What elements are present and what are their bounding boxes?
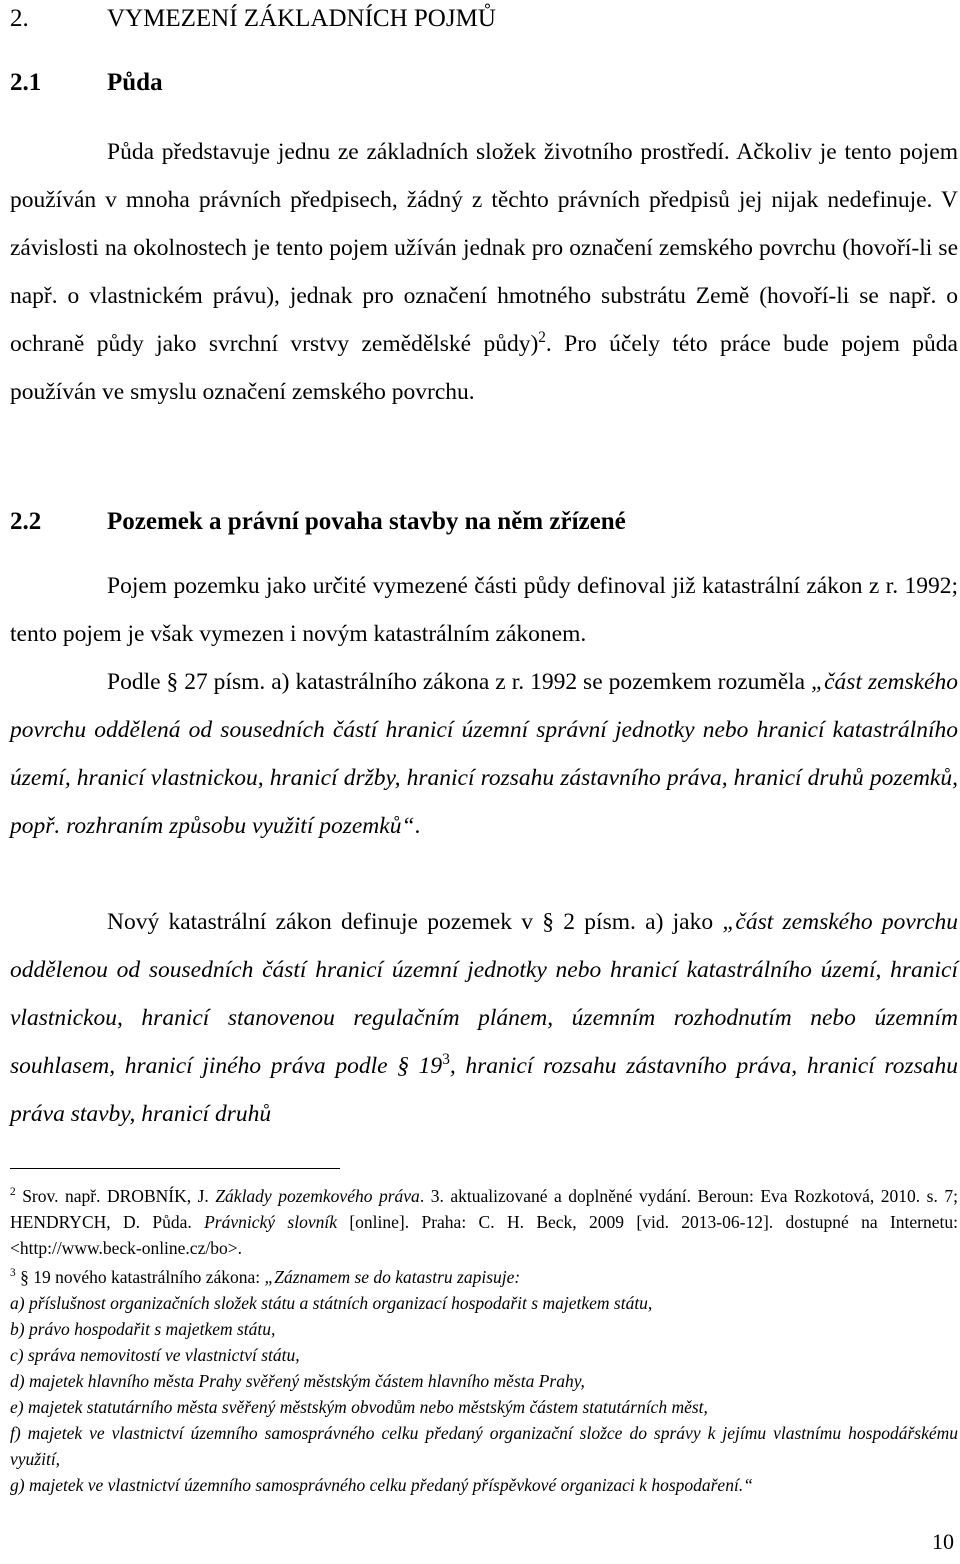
footnote-text: Srov. např. DROBNÍK, J. [15,1186,216,1206]
section-number: 2.1 [10,69,42,96]
footnote-3 [10,1264,958,1498]
footnote-2 [10,1183,958,1261]
section-heading-2-1 [10,68,163,98]
footnote-ref-2[interactable]: 2 [538,329,546,347]
footnote-list-item: d) majetek hlavního města Prahy svěřený městským částem hlavního města Prahy, [10,1371,585,1391]
section-heading-2-2 [10,507,626,537]
footnote-book-title: Základy pozemkového práva [215,1186,420,1206]
footnote-ref-3[interactable]: 3 [442,1051,450,1069]
chapter-heading [10,4,496,34]
footnote-list-item: a) příslušnost organizačních složek státu a státních organizací hospodařit s majetkem státu, [10,1293,653,1313]
paragraph-old-law [10,658,958,850]
footnote-separator [10,1168,340,1169]
footnote-list-item: g) majetek ve vlastnictví územního samosprávného celku předaný příspěvkové organizaci k hospodaření.“ [10,1475,753,1495]
paragraph-text: . Pro účely této práce bude pojem půda používán ve smyslu označení zemského povrchu. [10,331,958,405]
quoted-definition: „část zemského povrchu oddělená od sousedních částí hranicí územní správní jednotky nebo hranicí katastrálního území, hranicí vlastnickou, hranicí držby, hranicí rozsahu zástavního práva, hranicí druhů pozemků, popř. rozhraním způsobu využití pozemků“ [10,669,958,839]
quoted-definition-cont: , hranicí rozsahu zástavního práva, hranicí rozsahu práva stavby, hranicí druhů [10,1053,958,1127]
footnote-text: . 3. aktualizované a doplněné vydání. Beroun: Eva Rozkotová, 2010. s. 7; HENDRYCH, D. Půda. [10,1186,958,1232]
section-number: 2.2 [10,508,42,535]
footnote-list-item: c) správa nemovitostí ve vlastnictví státu, [10,1345,300,1365]
paragraph-land-definition [10,562,958,658]
paragraph-end: . [414,813,421,839]
paragraph-text: Pojem pozemku jako určité vymezené části půdy definoval již katastrální zákon z r. 1992; tento pojem je však vymezen i novým katastrálním zákonem. [10,573,958,647]
paragraph-text: Podle § 27 písm. a) katastrálního zákona z r. 1992 se pozemkem rozuměla [107,669,812,695]
section-title: Půda [107,69,163,96]
quoted-definition: „část zemského povrchu oddělenou od sousedních částí hranicí územní jednotky nebo hranicí katastrálního území, hranicí vlastnickou, hranicí stanovenou regulačním plánem, územním rozhodnutím nebo územním souhlasem, hranicí jiného práva podle § 19 [10,909,958,1079]
section-title: Pozemek a právní povaha stavby na něm zřízené [107,508,626,535]
footnote-text: [online]. Praha: C. H. Beck, 2009 [vid. 2013-06-12]. dostupné na Internetu: <http://www.beck-online.cz/bo>. [10,1212,958,1258]
footnote-quote: „Záznamem se do katastru zapisuje: [264,1267,521,1287]
footnote-number: 3 [10,1267,16,1280]
paragraph-soil [10,128,958,416]
page-number: 10 [932,1529,954,1554]
footnote-book-title: Právnický slovník [204,1212,337,1232]
chapter-title: VYMEZENÍ ZÁKLADNÍCH POJMŮ [107,5,496,32]
footnote-number: 2 [10,1186,16,1199]
footnote-list-item: e) majetek statutárního města svěřený městským obvodům nebo městským částem statutárních měst, [10,1397,708,1417]
chapter-number: 2. [10,5,29,32]
footnote-list-item: b) právo hospodařit s majetkem státu, [10,1319,276,1339]
footnote-list-item: f) majetek ve vlastnictví územního samosprávného celku předaný organizační složce do správy k jejímu vlastnímu hospodářskému využití, [10,1423,958,1469]
paragraph-new-law [10,898,958,1138]
footnote-text: § 19 nového katastrálního zákona: [15,1267,265,1287]
paragraph-text: Nový katastrální zákon definuje pozemek v § 2 písm. a) jako [107,909,723,935]
paragraph-text: Půda představuje jednu ze základních složek životního prostředí. Ačkoliv je tento pojem používán v mnoha právních předpisech, žádný z těchto právních předpisů jej nijak nedefinuje. V závislosti na okolnostech je tento pojem užíván jednak pro označení zemského povrchu (hovoří-li se např. o vlastnickém právu), jednak pro označení hmotného substrátu Země (hovoří-li se např. o ochraně půdy jako svrchní vrstvy zemědělské půdy) [10,139,958,357]
